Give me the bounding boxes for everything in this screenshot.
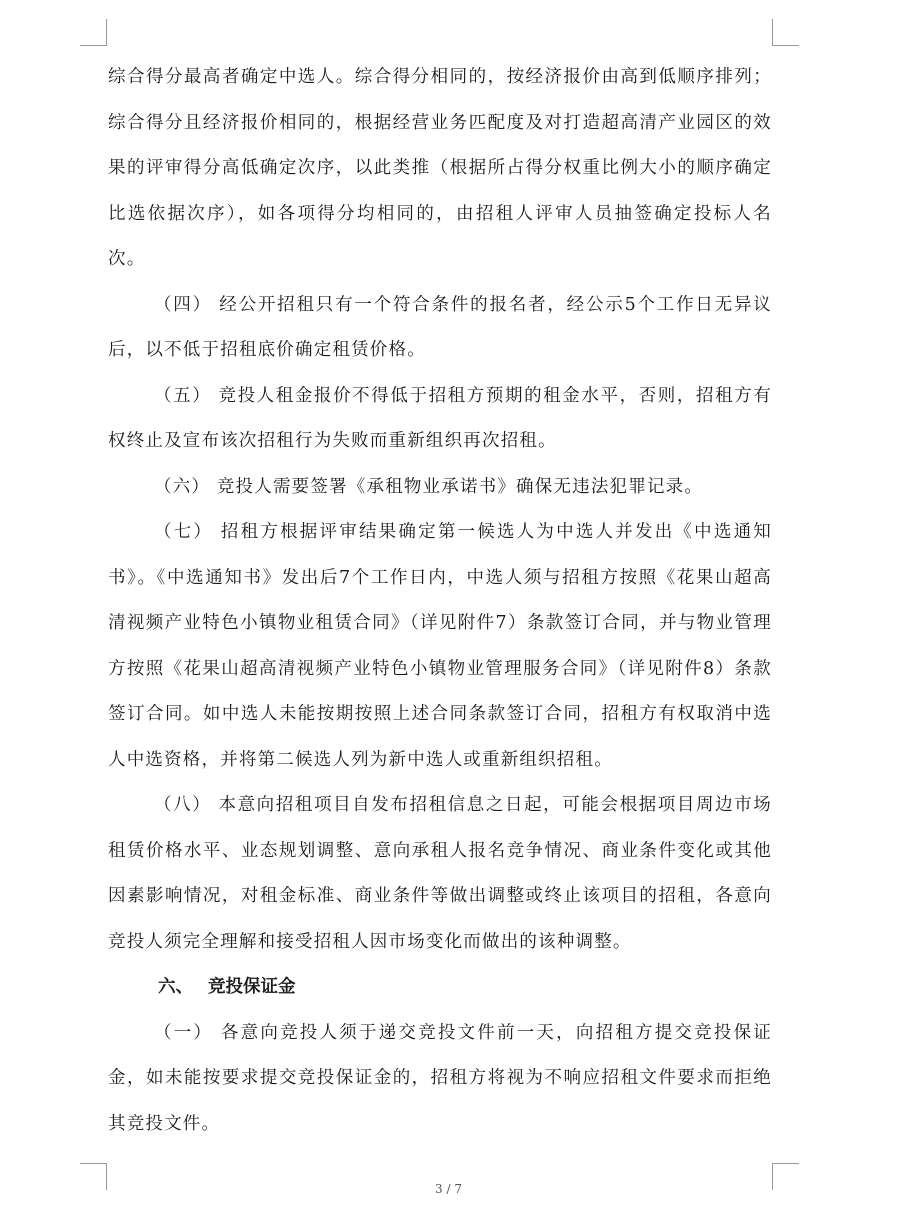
section-heading-title: 竞投保证金 [208, 977, 296, 997]
paragraph-deposit-1: （一） 各意向竞投人须于递交竞投文件前一天，向招租方提交竞投保证金，如未能按要求提交竞投保证金的，招租方将视为不响应招租文件要求而拒绝其竞投文件。 [108, 1022, 772, 1134]
document-body [108, 55, 772, 1147]
page-corner-mark-top-right [772, 19, 799, 46]
page-corner-mark-top-left [80, 19, 107, 46]
paragraph-item-4: （四） 经公开招租只有一个符合条件的报名者，经公示5个工作日无异议后，以不低于招租底价确定租赁价格。 [108, 294, 772, 360]
paragraph-item-7: （七） 招租方根据评审结果确定第一候选人为中选人并发出《中选通知书》。《中选通知书》发出后7个工作日内，中选人须与招租方按照《花果山超高清视频产业特色小镇物业租赁合同》（详见附件7）条款签订合同，并与物业管理方按照《花果山超高清视频产业特色小镇物业管理服务合同》（详见附件8）条款签订合同。如中选人未能按期按照上述合同条款签订合同，招租方有权取消中选人中选资格，并将第二候选人列为新中选人或重新组织招租。 [108, 522, 772, 770]
paragraph-continuation: 综合得分最高者确定中选人。综合得分相同的，按经济报价由高到低顺序排列；综合得分且经济报价相同的，根据经营业务匹配度及对打造超高清产业园区的效果的评审得分高低确定次序，以此类推（根据所占得分权重比例大小的顺序确定比选依据次序），如各项得分均相同的，由招租人评审人员抽签确定投标人名次。 [108, 67, 772, 269]
paragraph-item-8: （八） 本意向招租项目自发布招租信息之日起，可能会根据项目周边市场租赁价格水平、业态规划调整、意向承租人报名竞争情况、商业条件变化或其他因素影响情况，对租金标准、商业条件等做出调整或终止该项目的招租，各意向竞投人须完全理解和接受招租人因市场变化而做出的该种调整。 [108, 795, 772, 952]
paragraph-item-5: （五） 竞投人租金报价不得低于招租方预期的租金水平，否则，招租方有权终止及宣布该次招租行为失败而重新组织再次招租。 [108, 385, 772, 451]
section-heading [108, 965, 772, 1011]
page-number: 3 / 7 [435, 1182, 462, 1196]
section-heading-number: 六、 [158, 977, 193, 997]
paragraph-item-6: （六） 竞投人需要签署《承租物业承诺书》确保无违法犯罪记录。 [154, 476, 704, 497]
